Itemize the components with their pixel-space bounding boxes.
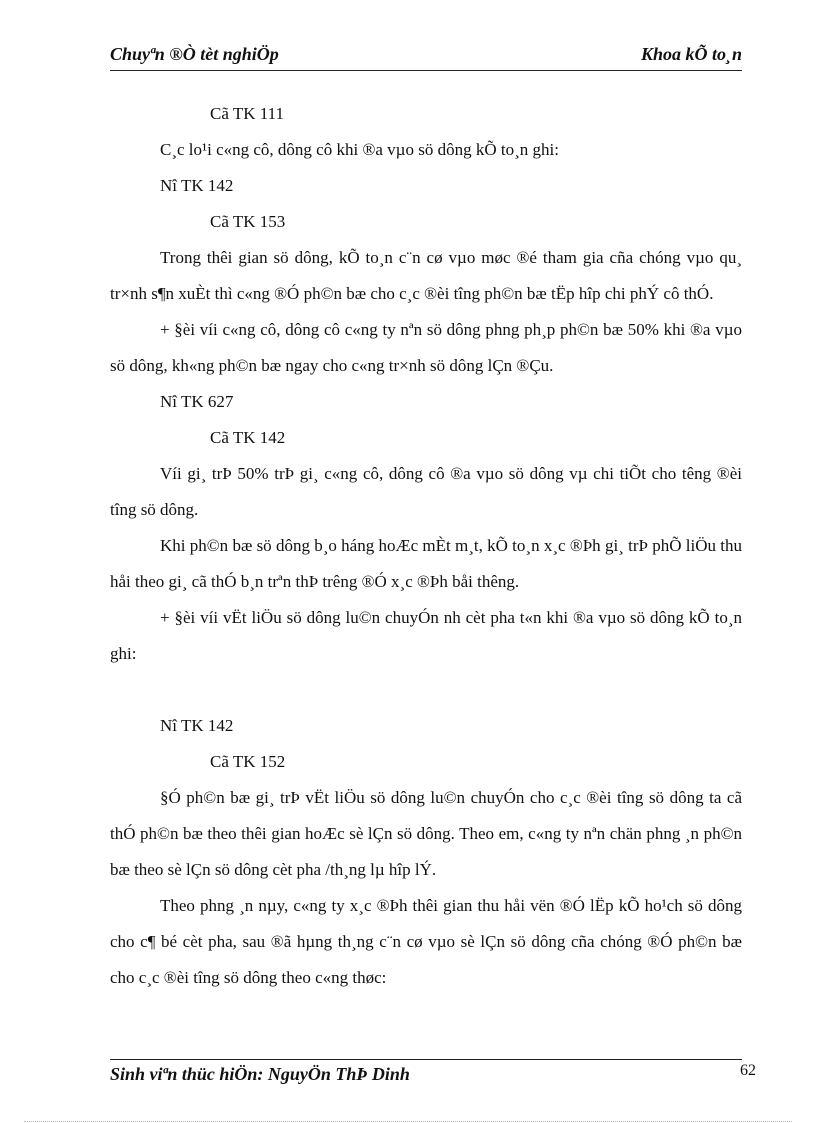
page-header — [110, 40, 742, 71]
entry-line: Cã TK 152 — [210, 752, 286, 771]
footer-author: Sinh viªn thüc hiÖn: NguyÖn ThÞ Dinh — [110, 1064, 410, 1084]
entry-line: Nî TK 142 — [160, 716, 234, 735]
entry-line: Nî TK 627 — [160, 392, 234, 411]
paragraph: Khi ph©n bæ sö dông b¸o háng hoÆc mÈt m¸t, kÕ to¸n x¸c ®Þh gi¸ trÞ phÕ liÖu thu håi theo gi¸ cã thÓ b¸n trªn thÞ trêng ®Ó x¸c ®Þh båi thêng. — [110, 536, 742, 591]
paragraph: Trong thêi gian sö dông, kÕ to¸n c¨n cø vµo møc ®é tham gia cña chóng vµo qu¸ tr×nh s¶n xuÈt thì c«ng ®Ó ph©n bæ cho c¸c ®èi tîng ph©n bæ tËp hîp chi phÝ cô thÓ. — [110, 248, 742, 303]
entry-line: Cã TK 153 — [210, 212, 286, 231]
blank-line — [110, 672, 742, 708]
page-number: 62 — [740, 1062, 756, 1079]
header-title: Chuyªn ®Ò tèt nghiÖp — [110, 44, 279, 64]
paragraph: + §èi víi c«ng cô, dông cô c«ng ty nªn sö dông phng ph¸p ph©n bæ 50% khi ®a vµo sö dông, kh«ng ph©n bæ ngay cho c«ng tr×nh sö dông lÇn ®Çu. — [110, 320, 742, 375]
paragraph: §Ó ph©n bæ gi¸ trÞ vËt liÖu sö dông lu©n chuyÓn cho c¸c ®èi tîng sö dông ta cã thÓ ph©n bæ theo thêi gian hoÆc sè lÇn sö dông. Theo em, c«ng ty nªn chän phng ¸n ph©n bæ theo sè lÇn sö dông cèt pha /th¸ng lµ hîp lÝ. — [110, 788, 742, 879]
paragraph: Víi gi¸ trÞ 50% trÞ gi¸ c«ng cô, dông cô ®a vµo sö dông vµ chi tiÕt cho têng ®èi tîng sö dông. — [110, 464, 742, 519]
entry-line: Cã TK 142 — [210, 428, 286, 447]
page-footer — [110, 1059, 756, 1088]
entry-line: Nî TK 142 — [160, 176, 234, 195]
paragraph: + §èi víi vËt liÖu sö dông lu©n chuyÓn nh cèt pha t«n khi ®a vµo sö dông kÕ to¸n ghi: — [110, 608, 742, 663]
paragraph: Theo phng ¸n nµy, c«ng ty x¸c ®Þh thêi gian thu håi vën ®Ó lËp kÕ ho¹ch sö dông cho c¶ bé cèt pha, sau ®ã hµng th¸ng c¨n cø vµo sè lÇn sö dông cña chóng ®Ó ph©n bæ cho c¸c ®èi tîng sö dông theo c«ng thøc: — [110, 896, 742, 987]
paragraph: C¸c lo¹i c«ng cô, dông cô khi ®a vµo sö dông kÕ to¸n ghi: — [160, 140, 559, 159]
header-department: Khoa kÕ to¸n — [640, 44, 742, 64]
document-body — [110, 96, 742, 996]
entry-line: Cã TK 111 — [210, 104, 284, 123]
page-edge-divider — [24, 1121, 792, 1122]
